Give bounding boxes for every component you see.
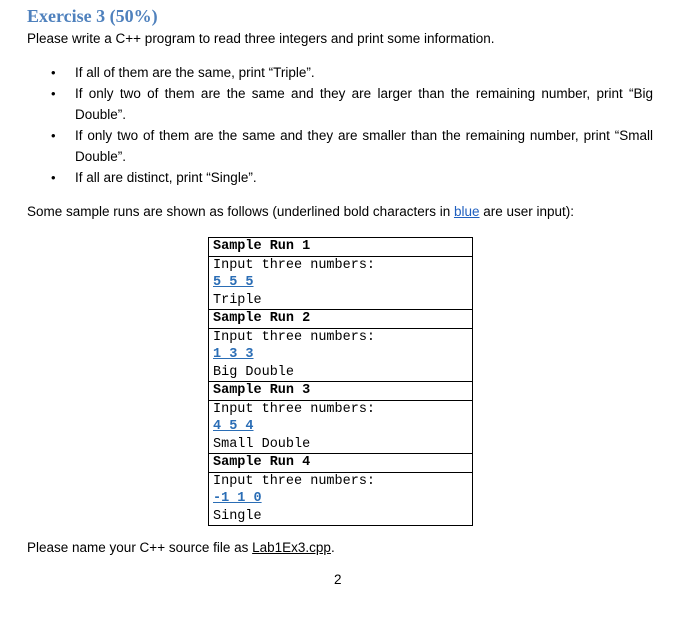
table-row <box>209 382 473 401</box>
footer-text: Please name your C++ source file as <box>27 540 253 555</box>
user-input: 1 3 3 <box>213 347 254 362</box>
table-row <box>209 256 473 310</box>
table-row <box>209 238 473 257</box>
sample-run-header: Sample Run 4 <box>209 454 473 473</box>
samples-intro-text-end: are user input): <box>479 204 575 219</box>
prompt-line: Input three numbers: <box>213 401 376 417</box>
samples-intro <box>27 204 574 219</box>
output-line: Big Double <box>213 364 295 380</box>
output-line: Small Double <box>213 436 311 452</box>
footer-period: . <box>330 540 335 555</box>
bullet-text: If all are distinct, print “Single”. <box>75 170 257 185</box>
bullet-text: If only two of them are the same and they are larger than the remaining number, print “Big Double”. <box>75 86 653 122</box>
footer-note <box>27 540 335 555</box>
page-number: 2 <box>334 572 342 587</box>
prompt-line: Input three numbers: <box>213 329 376 345</box>
sample-run-body <box>209 256 473 310</box>
sample-run-header: Sample Run 1 <box>209 238 473 257</box>
table-row <box>209 454 473 473</box>
table-row <box>209 472 473 526</box>
list-item <box>27 125 653 167</box>
bullet-icon: • <box>51 170 56 185</box>
sample-runs-table <box>208 237 473 526</box>
user-input: 5 5 5 <box>213 275 254 290</box>
list-item <box>27 83 653 125</box>
prompt-line: Input three numbers: <box>213 473 376 489</box>
output-line: Triple <box>213 292 262 308</box>
blue-word: blue <box>453 204 480 219</box>
sample-run-body <box>209 472 473 526</box>
source-filename: Lab1Ex3.cpp <box>252 540 331 555</box>
table-row <box>209 310 473 329</box>
bullet-icon: • <box>51 65 56 80</box>
bullet-icon: • <box>51 86 56 101</box>
prompt-line: Input three numbers: <box>213 257 376 273</box>
output-line: Single <box>213 508 262 524</box>
exercise-intro: Please write a C++ program to read three integers and print some information. <box>27 31 495 46</box>
sample-run-header: Sample Run 2 <box>209 310 473 329</box>
requirements-list <box>27 62 653 188</box>
exercise-title: Exercise 3 (50%) <box>27 6 158 26</box>
sample-run-body <box>209 328 473 382</box>
list-item <box>27 167 653 188</box>
bullet-icon: • <box>51 128 56 143</box>
user-input: -1 1 0 <box>213 491 262 506</box>
table-row <box>209 328 473 382</box>
user-input: 4 5 4 <box>213 419 254 434</box>
bullet-text: If all of them are the same, print “Triple”. <box>75 65 315 80</box>
sample-run-body <box>209 400 473 454</box>
bullet-text: If only two of them are the same and they are smaller than the remaining number, print “Small Double”. <box>75 128 653 164</box>
sample-run-header: Sample Run 3 <box>209 382 473 401</box>
samples-intro-text: Some sample runs are shown as follows (underlined bold characters in <box>27 204 454 219</box>
table-row <box>209 400 473 454</box>
list-item <box>27 62 653 83</box>
